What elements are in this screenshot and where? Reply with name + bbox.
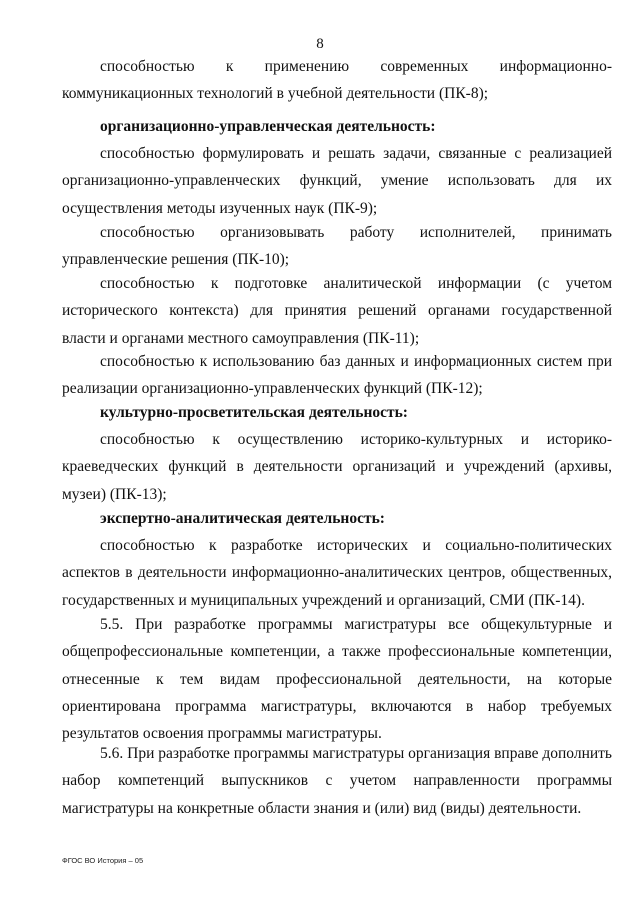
paragraph-pk8: способностью к применению современных информационно-коммуникационных технологий в учебной деятельности (ПК-8); — [62, 58, 612, 103]
paragraph-pk9: способностью формулировать и решать задачи, связанные с реализацией организационно-управленческих функций, умение использовать для их осуществления методы изученных наук (ПК-9); — [62, 145, 612, 217]
paragraph-pk14: способностью к разработке исторических и социально-политических аспектов в деятельности информационно-аналитических центров, общественных, государственных и муниципальных учреждений и организаций, СМИ (ПК-14). — [62, 537, 612, 609]
page-number: 8 — [316, 36, 324, 52]
paragraph-section-5-5: 5.5. При разработке программы магистратуры все общекультурные и общепрофессиональные компетенции, а также профессиональные компетенции, отнесенные к тем видам профессиональной деятельности, на которые ориентирована программа магистратуры, включаются в набор требуемых результатов освоения программы магистратуры. — [62, 616, 612, 743]
heading-cultural-educational: культурно-просветительская деятельность: — [100, 404, 408, 421]
paragraph-section-5-6: 5.6. При разработке программы магистратуры организация вправе дополнить набор компетенций выпускников с учетом направленности программы магистратуры на конкретные области знания и (или) вид (виды) деятельности. — [62, 745, 612, 817]
paragraph-pk11: способностью к подготовке аналитической информации (с учетом исторического контекста) для принятия решений органами государственной власти и органами местного самоуправления (ПК-11); — [62, 275, 612, 347]
heading-organizational-management: организационно-управленческая деятельность: — [100, 118, 436, 135]
paragraph-pk10: способностью организовывать работу исполнителей, принимать управленческие решения (ПК-10); — [62, 224, 612, 269]
paragraph-pk12: способностью к использованию баз данных и информационных систем при реализации организационно-управленческих функций (ПК-12); — [62, 353, 612, 398]
heading-expert-analytical: экспертно-аналитическая деятельность: — [100, 510, 385, 527]
paragraph-pk13: способностью к осуществлению историко-культурных и историко-краеведческих функций в деятельности организаций и учреждений (архивы, музеи) (ПК-13); — [62, 431, 612, 503]
footer-document-code: ФГОС ВО История – 05 — [62, 856, 144, 865]
